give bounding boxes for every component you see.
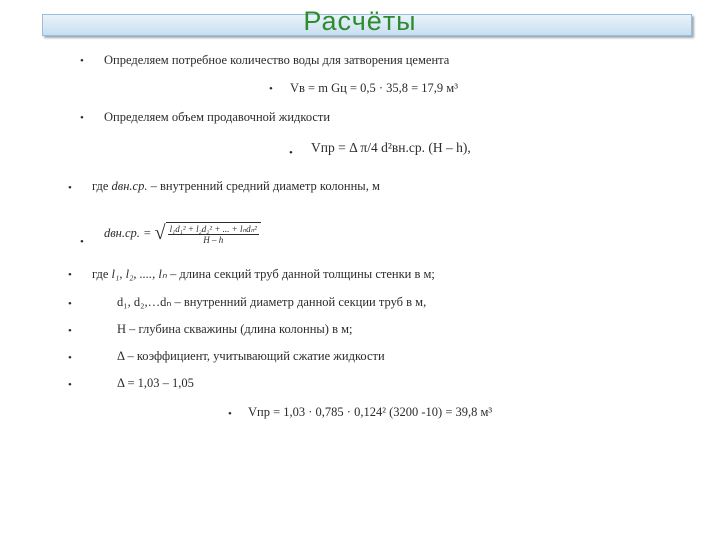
water-volume-formula: Vв = m Gц = 0,5 · 35,8 = 17,9 м³ [290,81,458,95]
d-avg-lhs: dвн.ср. = [104,226,152,240]
step-water-text: Определяем потребное количество воды для затворения цемента [104,53,450,67]
definition-d-avg [92,178,380,194]
bullet: • [228,408,232,420]
displacement-volume-result: Vпр = 1,03 · 0,785 · 0,124² (3200 -10) = 39,8 м³ [248,405,493,419]
sqrt-radicand [166,222,261,245]
definition-inner-diameter: d₁, d₂,…dₙ – внутренний диаметр данной секции труб в м, [117,295,427,309]
definition-section-lengths [92,266,435,282]
bullet: • [68,182,72,194]
where-label: где [92,267,109,281]
where-label: где [92,179,109,193]
bullet: • [68,352,72,364]
bullet: • [68,269,72,281]
bullet: • [80,55,84,67]
d-avg-symbol: dвн.ср. [111,179,148,193]
bullet: • [80,112,84,124]
bullet: • [289,147,293,159]
bullet: • [269,83,273,95]
d-avg-numerator: l₁d₁² + l₂d₂² + ... + lₙdₙ² [169,224,257,234]
sqrt-sign: √ [154,222,166,244]
definition-delta: Δ – коэффициент, учитывающий сжатие жидкости [117,349,385,363]
displacement-volume-formula: Vпр = Δ π/4 d²вн.ср. (H – h), [311,140,471,155]
section-length-description: – длина секций труб данной толщины стенки в м; [170,267,435,281]
d-avg-formula [104,222,261,245]
bullet: • [68,298,72,310]
bullet: • [80,236,84,248]
section-length-symbols: l₁, l₂, ...., lₙ [111,267,167,281]
d-avg-fraction [168,224,259,245]
bullet: • [68,325,72,337]
definition-well-depth: H – глубина скважины (длина колонны) в м; [117,322,353,336]
d-avg-description: – внутренний средний диаметр колонны, м [150,179,380,193]
d-avg-denominator: H – h [203,235,224,245]
bullet: • [68,379,72,391]
step-displacement-text: Определяем объем продавочной жидкости [104,110,331,124]
slide-title: Расчёты [303,6,417,36]
delta-range: Δ = 1,03 – 1,05 [117,376,194,390]
